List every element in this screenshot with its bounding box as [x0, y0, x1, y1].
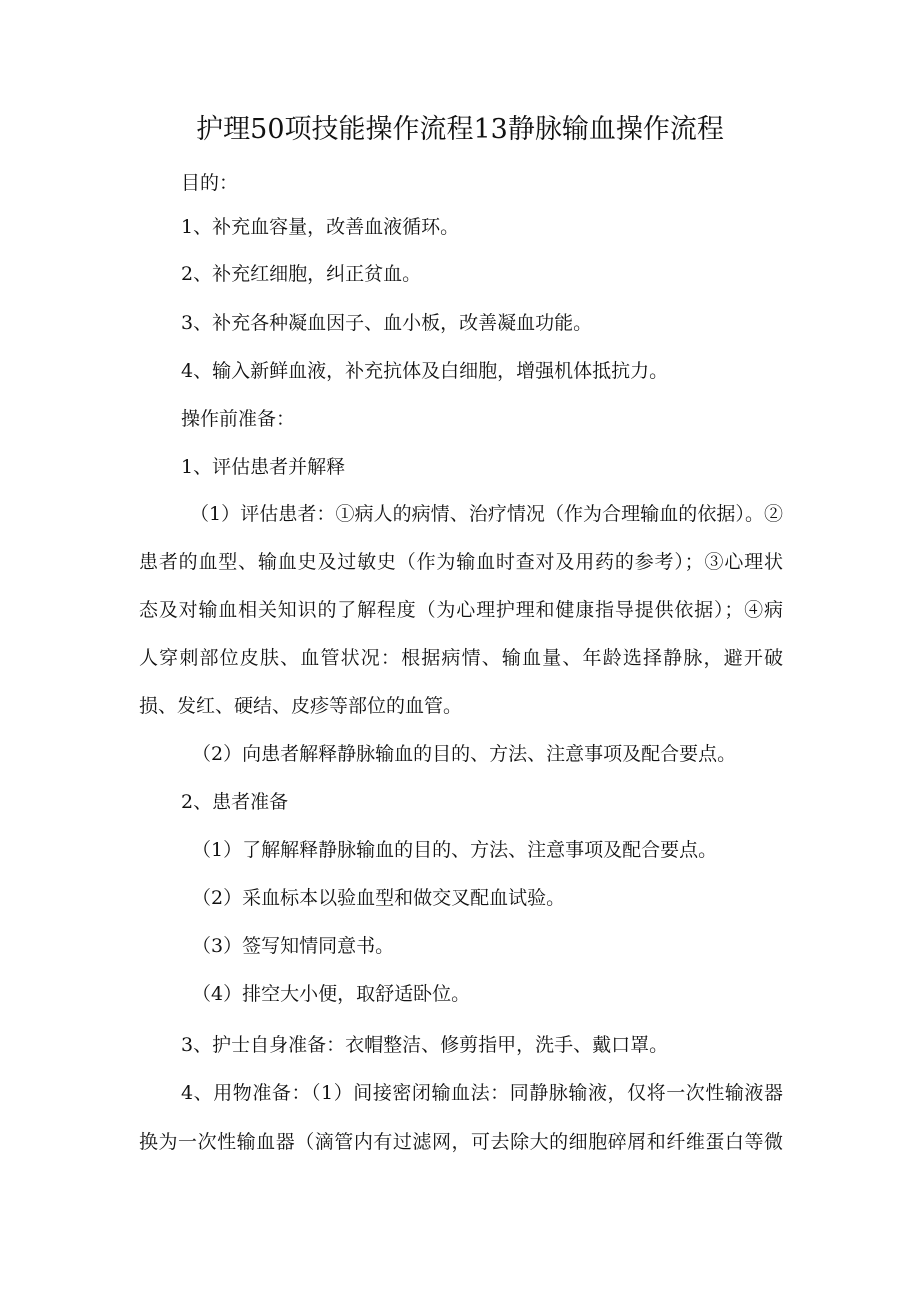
- step1-paragraph-line: 人穿刺部位皮肤、血管状况：根据病情、输血量、年龄选择静脉，避开破: [139, 647, 783, 669]
- step2-item: （2）采血标本以验血型和做交叉配血试验。: [192, 887, 566, 909]
- step2-item: （4）排空大小便，取舒适卧位。: [192, 983, 471, 1005]
- document-title: 护理50项技能操作流程13静脉输血操作流程: [196, 114, 724, 145]
- step4-line: 换为一次性输血器（滴管内有过滤网，可去除大的细胞碎屑和纤维蛋白等微: [139, 1131, 783, 1153]
- step2-item: （3）签写知情同意书。: [192, 935, 395, 957]
- step1-paragraph-2: （2）向患者解释静脉输血的目的、方法、注意事项及配合要点。: [192, 743, 737, 765]
- step1-heading: 1、评估患者并解释: [181, 456, 346, 478]
- step1-paragraph-line: （1）评估患者：①病人的病情、治疗情况（作为合理输血的依据）。②: [190, 503, 783, 525]
- step3-text: 3、护士自身准备：衣帽整洁、修剪指甲，洗手、戴口罩。: [181, 1034, 669, 1056]
- step1-paragraph-line: 患者的血型、输血史及过敏史（作为输血时查对及用药的参考）；③心理状: [139, 551, 783, 573]
- purpose-item: 4、输入新鲜血液，补充抗体及白细胞，增强机体抵抗力。: [181, 360, 669, 382]
- step1-paragraph-line: 损、发红、硬结、皮疹等部位的血管。: [139, 695, 463, 717]
- purpose-item: 3、补充各种凝血因子、血小板，改善凝血功能。: [181, 312, 593, 334]
- step1-paragraph-line: 态及对输血相关知识的了解程度（为心理护理和健康指导提供依据）；④病: [139, 599, 783, 621]
- step2-item: （1）了解解释静脉输血的目的、方法、注意事项及配合要点。: [192, 839, 718, 861]
- purpose-item: 1、补充血容量，改善血液循环。: [181, 216, 460, 238]
- purpose-item: 2、补充红细胞，纠正贫血。: [181, 263, 422, 285]
- step4-line: 4、用物准备：（1）间接密闭输血法：同静脉输液，仅将一次性输液器: [181, 1082, 783, 1104]
- step2-heading: 2、患者准备: [181, 791, 289, 813]
- prep-heading: 操作前准备：: [181, 408, 296, 430]
- purpose-heading: 目的：: [181, 172, 239, 194]
